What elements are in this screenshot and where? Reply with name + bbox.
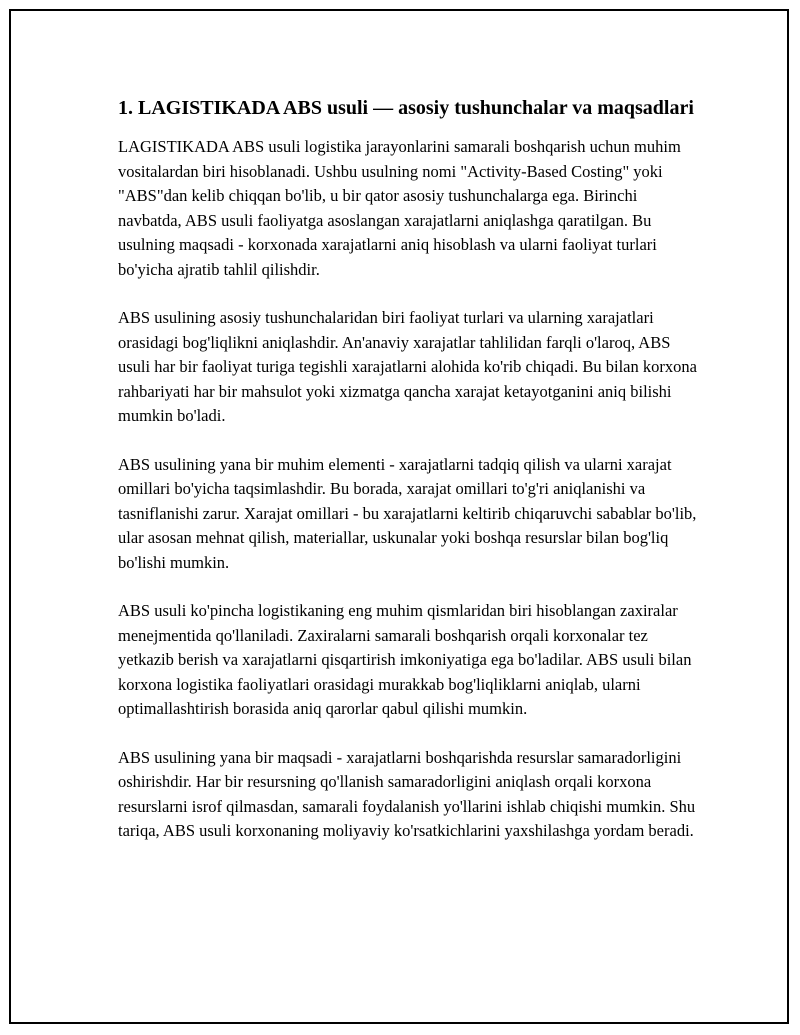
paragraph-1: LAGISTIKADA ABS usuli logistika jarayonlarini samarali boshqarish uchun muhim vositalardan biri hisoblanadi. Ushbu usulning nomi "Activity-Based Costing" yoki "ABS"dan kelib chiqqan bo'lib, u bir qator asosiy tushunchalarga ega. Birinchi navbatda, ABS usuli faoliyatga asoslangan xarajatlarni aniqlashga qaratilgan. Bu usulning maqsadi - korxonada xarajatlarni aniq hisoblash va ularni faoliyat turlari bo'yicha ajratib tahlil qilishdir.: [118, 137, 681, 279]
paragraph-4: ABS usuli ko'pincha logistikaning eng muhim qismlaridan biri hisoblangan zaxiralar menejmentida qo'llaniladi. Zaxiralarni samarali boshqarish orqali korxonalar tez yetkazib berish va xarajatlarni qisqartirish imkoniyatiga ega bo'ladilar. ABS usuli bilan korxona logistika faoliyatlari orasidagi murakkab bog'liqliklarni aniqlab, ularni optimallashtirish borasida aniq qarorlar qabul qilishi mumkin.: [118, 601, 692, 718]
document-body: [118, 95, 698, 844]
paragraph-3: ABS usulining yana bir muhim elementi - xarajatlarni tadqiq qilish va ularni xarajat omillari bo'yicha taqsimlashdir. Bu borada, xarajat omillari to'g'ri aniqlanishi va tasniflanishi zarur. Xarajat omillari - bu xarajatlarni keltirib chiqaruvchi sabablar bo'lib, ular asosan mehnat qilish, materiallar, uskunalar yoki boshqa resurslar bilan bog'liq bo'lishi mumkin.: [118, 454, 697, 572]
paragraph-5: ABS usulining yana bir maqsadi - xarajatlarni boshqarishda resurslar samaradorligini oshirishdir. Har bir resursning qo'llanish samaradorligini aniqlash orqali korxona resurslarni isrof qilmasdan, samarali foydalanish yo'llarini ishlab chiqishi mumkin. Shu tariqa, ABS usuli korxonaning moliyaviy ko'rsatkichlarini yaxshilashga yordam beradi.: [118, 747, 696, 840]
paragraph-2: ABS usulining asosiy tushunchalaridan biri faoliyat turlari va ularning xarajatlari orasidagi bog'liqlikni aniqlashdir. An'anaviy xarajatlar tahlilidan farqli o'laroq, ABS usuli har bir faoliyat turiga tegishli xarajatlarni alohida ko'rib chiqadi. Bu bilan korxona rahbariyati har bir mahsulot yoki xizmatga qancha xarajat ketayotganini aniq bilishi mumkin bo'ladi.: [118, 308, 697, 425]
section-heading: 1. LAGISTIKADA ABS usuli — asosiy tushunchalar va maqsadlari: [118, 97, 694, 119]
